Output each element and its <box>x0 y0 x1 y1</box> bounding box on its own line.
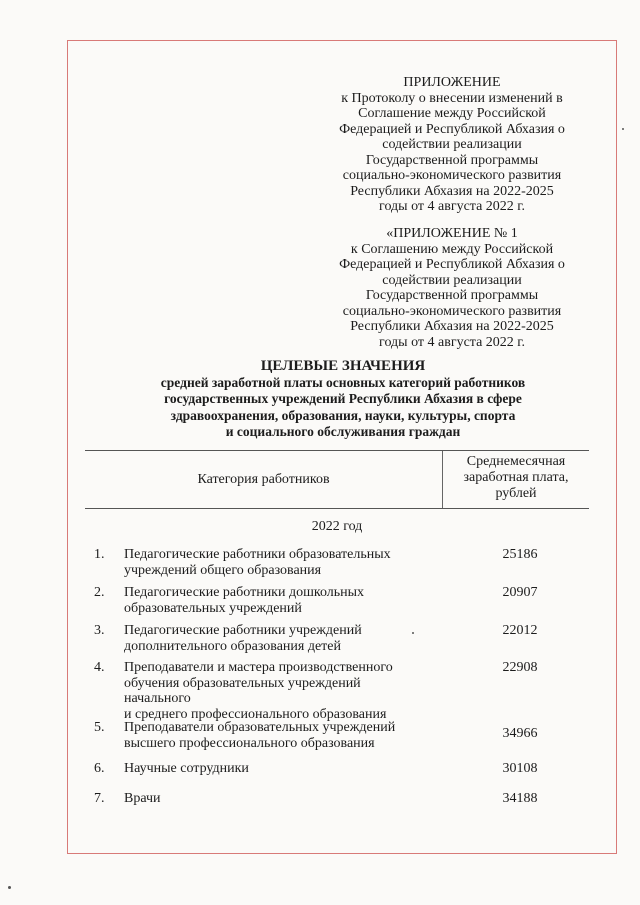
appendix-line: Соглашение между Российской <box>358 106 546 121</box>
row-category-line: Научные сотрудники <box>124 761 249 776</box>
appendix-line: к Протоколу о внесении изменений в <box>341 90 563 106</box>
heading-subtitle-line: и социального обслуживания граждан <box>225 423 461 439</box>
appendix-protocol-block <box>312 75 592 215</box>
row-category-line: учреждений общего образования <box>124 562 322 578</box>
column-header-line: заработная плата, <box>463 470 569 485</box>
heading-title: ЦЕЛЕВЫЕ ЗНАЧЕНИЯ <box>260 358 426 374</box>
appendix-line: к Соглашению между Российской <box>350 241 554 257</box>
row-category-line: образовательных учреждений <box>124 600 302 616</box>
row-category <box>124 547 444 578</box>
scan-speck <box>412 632 414 634</box>
appendix-line: Федерацией и Республикой Абхазия о <box>339 121 565 137</box>
row-category <box>124 660 444 722</box>
appendix-line: годы от 4 августа 2022 г. <box>379 199 525 214</box>
row-salary-value: 34966 <box>502 726 538 741</box>
appendix-line: социально-экономического развития <box>342 168 562 183</box>
document-heading <box>88 358 598 440</box>
appendix-line: Республики Абхазия на 2022-2025 <box>350 183 554 199</box>
appendix-line: социально-экономического развития <box>342 303 562 319</box>
row-category-line: Преподаватели образовательных учреждений <box>124 720 396 735</box>
appendix-line: годы от 4 августа 2022 г. <box>379 334 525 350</box>
row-category-line: высшего профессионального образования <box>124 735 375 751</box>
heading-subtitle-line: средней заработной платы основных категорий работников <box>160 375 526 390</box>
row-number: 2. <box>94 585 105 600</box>
appendix-agreement-block <box>312 226 592 350</box>
row-category-line: Педагогические работники дошкольных <box>124 585 365 600</box>
table-top-rule <box>85 450 589 451</box>
row-salary-value: 30108 <box>502 761 538 776</box>
column-header-salary <box>444 454 588 502</box>
row-salary-value: 22012 <box>502 623 538 638</box>
row-category-line: и среднего профессионального образования <box>124 706 387 722</box>
appendix-line: Государственной программы <box>365 152 539 168</box>
row-number: 4. <box>94 660 105 675</box>
row-category <box>124 761 444 777</box>
appendix-line: Государственной программы <box>365 288 539 303</box>
column-header-line: Среднемесячная <box>466 454 566 469</box>
heading-subtitle-line: здравоохранения, образования, науки, культуры, спорта <box>170 407 516 423</box>
column-header-line: рублей <box>495 486 537 501</box>
row-category-line: Врачи <box>124 791 161 806</box>
appendix-line: Республики Абхазия на 2022-2025 <box>350 319 554 334</box>
row-number: 3. <box>94 623 105 638</box>
table-header-rule <box>85 508 589 509</box>
row-salary-value: 25186 <box>502 547 538 562</box>
row-number: 5. <box>94 720 105 735</box>
row-category <box>124 720 444 751</box>
row-category <box>124 623 444 654</box>
row-category-line: начального <box>124 691 191 706</box>
year-section-heading: 2022 год <box>311 519 363 534</box>
row-number: 1. <box>94 547 105 562</box>
row-salary-value: 22908 <box>502 660 538 675</box>
table-column-divider <box>442 451 443 508</box>
scan-speck <box>8 886 11 889</box>
appendix-line: ПРИЛОЖЕНИЕ <box>403 75 501 90</box>
row-number: 6. <box>94 761 105 776</box>
row-salary-value: 20907 <box>502 585 538 600</box>
scan-speck <box>622 128 624 130</box>
row-number: 7. <box>94 791 105 806</box>
row-category-line: Педагогические работники образовательных <box>124 547 391 562</box>
row-category <box>124 585 444 616</box>
row-category-line: обучения образовательных учреждений <box>124 675 361 691</box>
row-category-line: дополнительного образования детей <box>124 638 341 654</box>
appendix-line: содействии реализации <box>382 137 522 152</box>
appendix-line: «ПРИЛОЖЕНИЕ № 1 <box>386 226 518 241</box>
column-header-category: Категория работников <box>197 472 330 487</box>
appendix-line: содействии реализации <box>382 272 522 288</box>
row-category-line: Педагогические работники учреждений <box>124 623 362 638</box>
row-category <box>124 791 444 807</box>
heading-subtitle-line: государственных учреждений Республики Абхазия в сфере <box>164 391 522 407</box>
appendix-line: Федерацией и Республикой Абхазия о <box>339 257 565 272</box>
row-salary-value: 34188 <box>502 791 538 806</box>
row-category-line: Преподаватели и мастера производственного <box>124 660 393 675</box>
